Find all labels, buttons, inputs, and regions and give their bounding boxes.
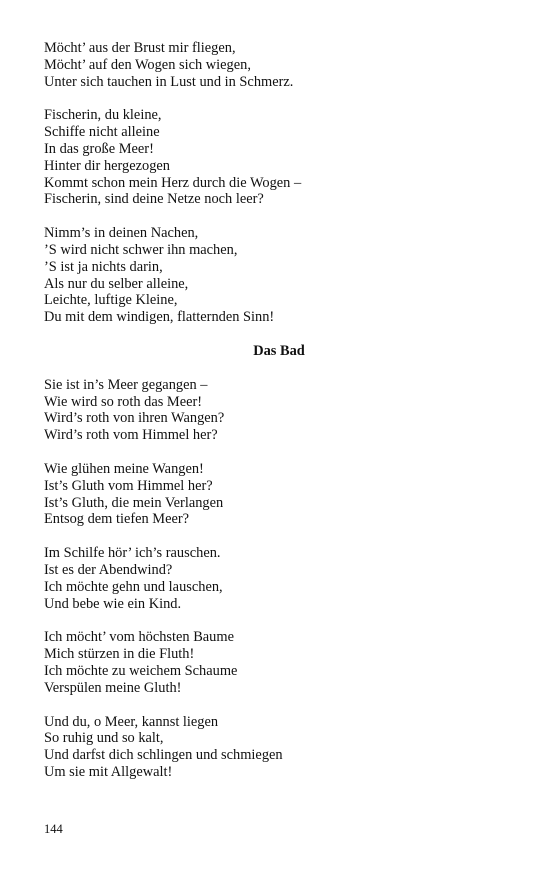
verse-line: Ich möcht’ vom höchsten Baume bbox=[44, 629, 234, 646]
verse-line: Ich möchte gehn und lauschen, bbox=[44, 578, 223, 595]
verse-line: Und bebe wie ein Kind. bbox=[44, 595, 182, 612]
verse-line: Wird’s roth vom Himmel her? bbox=[44, 427, 218, 444]
stanza bbox=[44, 629, 514, 696]
verse-line: Möcht’ auf den Wogen sich wiegen, bbox=[44, 56, 251, 73]
verse-line: Ich möchte zu weichem Schaume bbox=[44, 662, 238, 679]
verse-line: Unter sich tauchen in Lust und in Schmerz. bbox=[44, 73, 294, 90]
verse-line: In das große Meer! bbox=[44, 140, 154, 157]
verse-line: Entsog dem tiefen Meer? bbox=[44, 511, 190, 528]
stanza bbox=[44, 545, 514, 612]
stanza bbox=[44, 714, 514, 781]
verse-line: Im Schilfe hör’ ich’s rauschen. bbox=[44, 545, 221, 562]
verse-line: Hinter dir hergezogen bbox=[44, 157, 171, 174]
verse-line: Ist’s Gluth vom Himmel her? bbox=[44, 477, 213, 494]
verse-line: Um sie mit Allgewalt! bbox=[44, 763, 173, 780]
verse-line: Fischerin, du kleine, bbox=[44, 107, 162, 124]
verse-line: Wie wird so roth das Meer! bbox=[44, 393, 203, 410]
verse-line: Schiffe nicht alleine bbox=[44, 124, 160, 141]
verse-line: Leichte, luftige Kleine, bbox=[44, 292, 178, 309]
stanza bbox=[44, 107, 514, 208]
stanza bbox=[44, 40, 514, 90]
verse-line: Und du, o Meer, kannst liegen bbox=[44, 713, 219, 730]
verse-line: Du mit dem windigen, flatternden Sinn! bbox=[44, 309, 275, 326]
poem-continuation bbox=[44, 40, 514, 326]
page-number: 144 bbox=[44, 822, 63, 836]
verse-line: Wird’s roth von ihren Wangen? bbox=[44, 410, 225, 427]
verse-line: ’S ist ja nichts darin, bbox=[44, 258, 163, 275]
verse-line: Fischerin, sind deine Netze noch leer? bbox=[44, 191, 264, 208]
stanza bbox=[44, 461, 514, 528]
poem-das-bad bbox=[44, 377, 514, 781]
verse-line: Nimm’s in deinen Nachen, bbox=[44, 225, 199, 242]
verse-line: Als nur du selber alleine, bbox=[44, 275, 189, 292]
verse-line: Wie glühen meine Wangen! bbox=[44, 460, 204, 477]
verse-line: ’S wird nicht schwer ihn machen, bbox=[44, 241, 238, 258]
verse-line: Mich stürzen in die Fluth! bbox=[44, 646, 195, 663]
verse-line: Und darfst dich schlingen und schmiegen bbox=[44, 747, 283, 764]
verse-line: Möcht’ aus der Brust mir fliegen, bbox=[44, 40, 236, 56]
page-body bbox=[44, 40, 514, 798]
stanza bbox=[44, 377, 514, 444]
verse-line: Ist’s Gluth, die mein Verlangen bbox=[44, 494, 224, 511]
verse-line: Sie ist in’s Meer gegangen – bbox=[44, 376, 208, 393]
verse-line: So ruhig und so kalt, bbox=[44, 730, 164, 747]
verse-line: Kommt schon mein Herz durch die Wogen – bbox=[44, 174, 302, 191]
verse-line: Verspülen meine Gluth! bbox=[44, 679, 182, 696]
verse-line: Ist es der Abendwind? bbox=[44, 561, 173, 578]
stanza bbox=[44, 225, 514, 326]
poem-title: Das Bad bbox=[253, 342, 305, 359]
